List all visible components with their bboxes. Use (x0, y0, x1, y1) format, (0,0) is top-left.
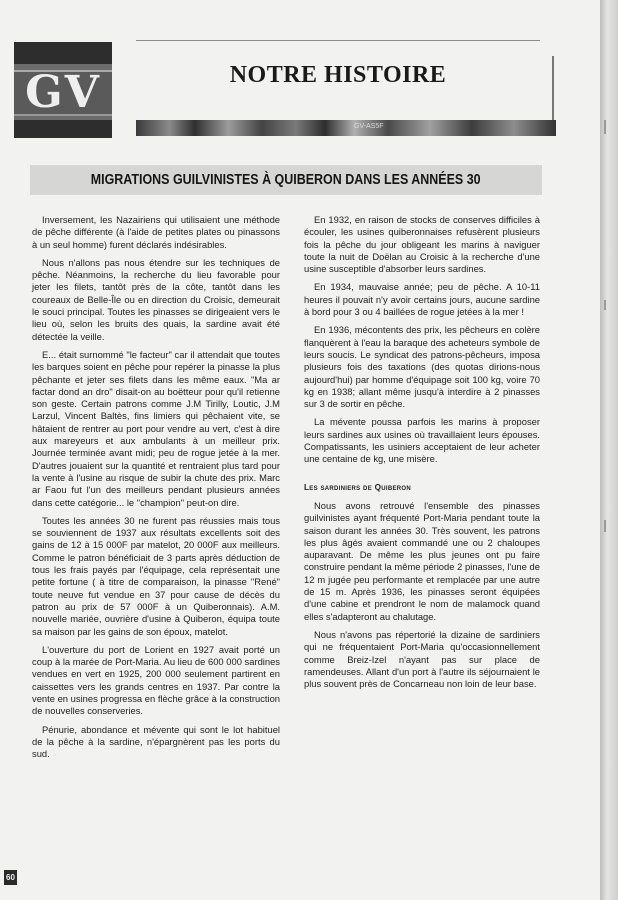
spine-mark (604, 120, 606, 134)
paragraph: Toutes les années 30 ne furent pas réussies mais tous se souviennent de 1937 aux résultats excellents soit des gains de 12 à 15 000F par matelot, 20 000F aux meilleurs. Comme le patron bénéficiait de 3 parts après déduction de tous les frais payés par l'équipage, cela représentait une petite fortune ( à titre de comparaison, la pinasse "René" toute neuve fut vendue en 37 pour cause de décès du patron au prix de 57 000F à un Quiberonnais). A.M. nouvelle mariée, ouvrière d'usine à Quiberon, équipa toute sa maison par les gains de son époux, matelot. (32, 514, 280, 637)
right-column (304, 214, 540, 696)
article-title-banner (30, 165, 542, 195)
paragraph: En 1936, mécontents des prix, les pêcheurs en colère flanquèrent à l'eau la baraque des acheteurs symbole de leurs soucis. Le syndicat des patrons-pêcheurs, imposa plusieurs fois des taxations (des quotas dirions-nous aujourd'hui) par homme d'équipage soit 100 kg, voire 70 kg en 1938; allant même jusqu'à interdire à 2 pinasses sur 3 de sortir en pêche. (304, 324, 540, 410)
spine-mark (604, 300, 606, 310)
paragraph: E... était surnommé "le facteur" car il attendait que toutes les barques soient en pêche pour repérer la pinasse la plus pêchante et jeter ses filets dans les même eaux. "Ma ar factar dond an dro" disait-on au boëtteur pour qu'il retienne son geste. Certain patrons comme J.M Tirilly, Loutic, J.M Larzul, Vincent Baltès, fins limiers qui pêchaient vite, se hâtaient de rentrer au port pour vendre au vert, c'est à dire aux mareyeurs et aux ambulants à un meilleur prix. Journée terminée avant midi; peu de rogue jetée à la mer. D'autres jouaient sur la quantité et rentraient plus tard pour la vente à l'usine au risque de subir la chute des prix. Marc ar Faou fut l'un des meilleurs pendant plusieurs années dans cette catégorie... le "champion" peut-on dire. (32, 348, 280, 508)
photo-boat-marking: GV-AS5F (354, 123, 384, 130)
paragraph: L'ouverture du port de Lorient en 1927 avait porté un coup à la marée de Port-Maria. Au lieu de 600 000 sardines vendues en vert en 1925, 200 000 seulement partirent en caissettes vers les grands centres en 1937. Par contre la vente en usines progressa en flèche grâce à la construction de nouvelles conserveries. (32, 643, 280, 717)
paragraph: Pénurie, abondance et mévente qui sont le lot habituel de la pêche à la sardine, n'épargnèrent pas les ports du sud. (32, 723, 280, 760)
paragraph: La mévente poussa parfois les marins à proposer leurs sardines aux usines où travaillaient leurs épouses. Compatissants, les usiniers acceptaient de leur acheter une centaine de kg, une misère. (304, 416, 540, 465)
header-top-rule (136, 40, 540, 41)
article-title: MIGRATIONS GUILVINISTES À QUIBERON DANS LES ANNÉES 30 (91, 172, 481, 188)
paragraph: Nous avons retrouvé l'ensemble des pinasses guilvinistes ayant fréquenté Port-Maria pendant toute la saison durant les années 30. Très souvent, les patrons les plus âgés avaient commandé une ou 2 chaloupes auparavant. De même les plus jeunes ont pu faire construire pendant la même période 2 pinasses, l'une de 12 m jugée peu performante et remplacée par une autre de 15 m. Après 1936, les pinasses seront équipées d'une cabine et prendront le nom de malamock quand elles s'adapteront au chalutage. (304, 499, 540, 622)
paragraph: Inversement, les Nazairiens qui utilisaient une méthode de pêche différente (à l'aide de petites plates ou pinassons à un seul homme) furent déclarés indésirables. (32, 214, 280, 250)
paragraph: Nous n'avons pas répertorié la dizaine de sardiniers qui ne fréquentaient Port-Maria qu'occasionnellement comme Breiz-Izel n'ayant pas sur place de ramendeuses. Allant d'un port à l'autre ils séjournaient le plus souvent près de Concarneau non loin de leur base. (304, 628, 540, 690)
paragraph: En 1932, en raison de stocks de conserves difficiles à écouler, les usines quiberonnaises refusèrent plusieurs fois la pêche du jour obligeant les marins à naviguer toute la nuit de Doëlan au Croisic à la recherche d'une usine susceptible d'absorber leurs sardines. (304, 214, 540, 275)
header-vertical-rule (552, 56, 554, 120)
header-photo-strip (136, 120, 556, 136)
page-number: 60 (4, 870, 17, 885)
section-title: NOTRE HISTOIRE (229, 62, 447, 88)
spine-mark (604, 520, 606, 532)
book-spine (600, 0, 618, 900)
paragraph: En 1934, mauvaise année; peu de pêche. A 10-11 heures il pouvait n'y avoir certains jours, aucune sardine à bord pour 3 ou 4 baillées de rogue jetées à la mer ! (304, 281, 540, 318)
left-column (32, 214, 280, 766)
paragraph: Nous n'allons pas nous étendre sur les techniques de pêche. Néanmoins, la recherche du lieu favorable pour jeter les filets, tantôt près de la côte, tantôt dans les coureaux de Belle-Île ou en direction du Croisic, demeurait le souci principal. Toutes les pinasses se dirigeaient vers le lieu où, selon les bruits des quais, la sardine avait été détectée la veille. (32, 256, 280, 342)
logo-letters: GV (25, 66, 101, 118)
subheading: Les sardiniers de Quiberon (304, 482, 412, 492)
gv-logo (14, 42, 112, 138)
